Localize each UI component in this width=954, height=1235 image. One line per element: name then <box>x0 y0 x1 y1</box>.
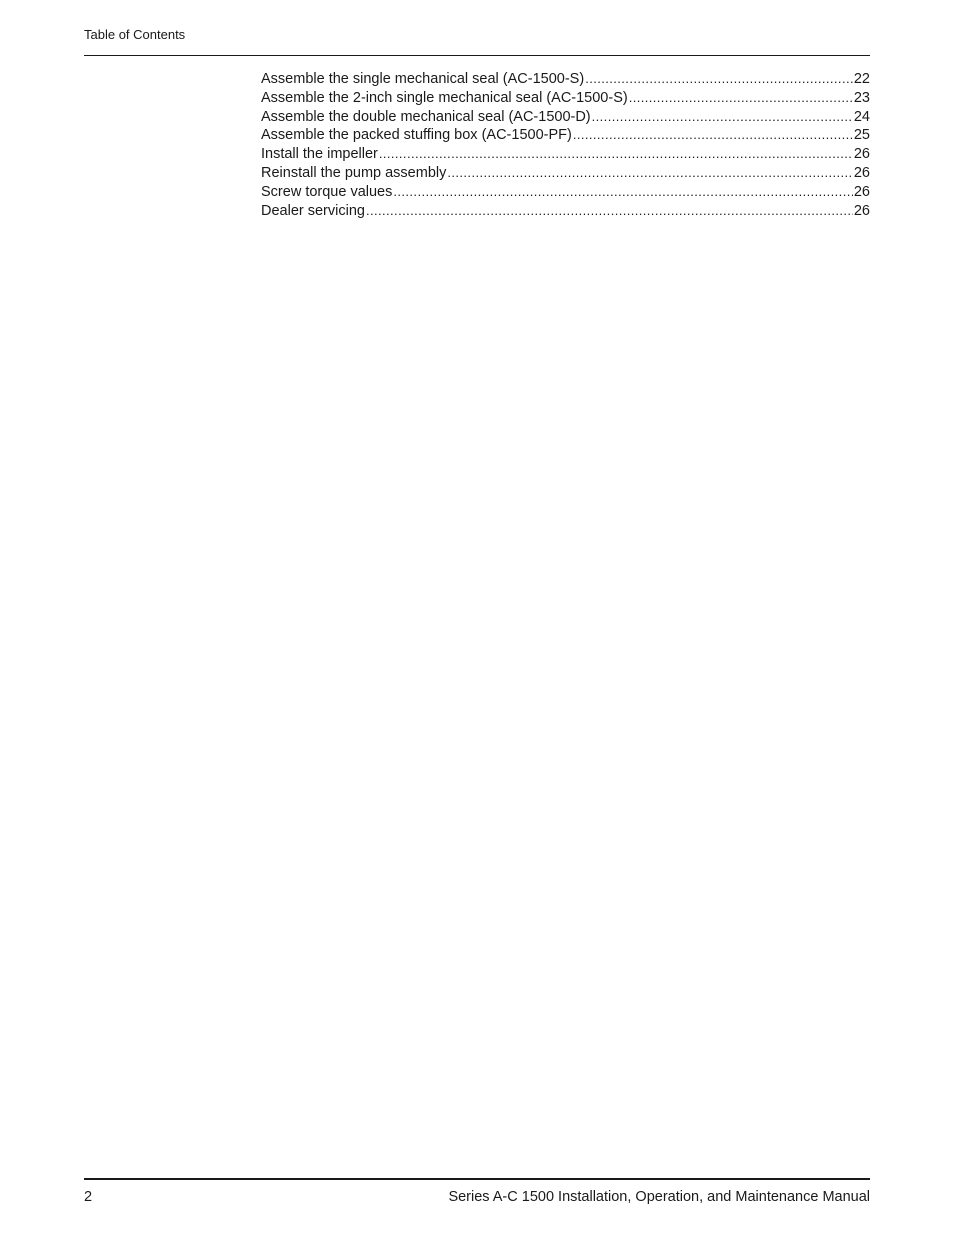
running-header: Table of Contents <box>84 27 186 42</box>
toc-entry-title: Assemble the single mechanical seal (AC-1500-S) <box>261 71 585 87</box>
toc-dot-leader <box>629 89 853 108</box>
toc-entry[interactable] <box>261 108 870 127</box>
toc-entry-page: 22 <box>853 71 870 87</box>
footer-divider <box>84 1178 870 1180</box>
toc-entry[interactable] <box>261 164 870 183</box>
toc-entry-page: 24 <box>853 108 870 125</box>
toc-entry-page: 26 <box>853 183 870 200</box>
toc-entry-title: Assemble the packed stuffing box (AC-1500-PF) <box>261 127 572 144</box>
toc-dot-leader <box>366 202 853 221</box>
toc-entry-title: Assemble the 2-inch single mechanical seal (AC-1500-S) <box>261 89 628 106</box>
toc-entry[interactable] <box>261 183 870 202</box>
toc-dot-leader <box>447 164 852 183</box>
toc-entry-title: Dealer servicing <box>261 202 365 219</box>
footer-document-title: Series A-C 1500 Installation, Operation, and Maintenance Manual <box>448 1189 870 1205</box>
toc-dot-leader <box>573 126 853 145</box>
toc-entry[interactable] <box>261 202 870 221</box>
toc-dot-leader <box>393 183 852 202</box>
toc-entry-title: Install the impeller <box>261 146 378 163</box>
toc-entry[interactable] <box>261 145 870 164</box>
footer-page-number: 2 <box>84 1189 93 1205</box>
toc-entry-page: 25 <box>853 127 870 144</box>
toc-dot-leader <box>592 108 853 127</box>
toc-entry-title: Reinstall the pump assembly <box>261 164 447 181</box>
toc-entry[interactable] <box>261 70 870 89</box>
toc-dot-leader <box>585 70 853 89</box>
toc-entry-page: 23 <box>853 89 870 106</box>
toc-entry-page: 26 <box>853 202 870 219</box>
toc-entry-page: 26 <box>853 146 870 163</box>
toc-entry-title: Screw torque values <box>261 183 393 200</box>
toc-entry-page: 26 <box>853 164 870 181</box>
toc-entry-title: Assemble the double mechanical seal (AC-1500-D) <box>261 108 591 125</box>
table-of-contents <box>261 70 870 220</box>
toc-entry[interactable] <box>261 126 870 145</box>
toc-entry[interactable] <box>261 89 870 108</box>
header-divider <box>84 55 870 56</box>
toc-dot-leader <box>379 145 853 164</box>
